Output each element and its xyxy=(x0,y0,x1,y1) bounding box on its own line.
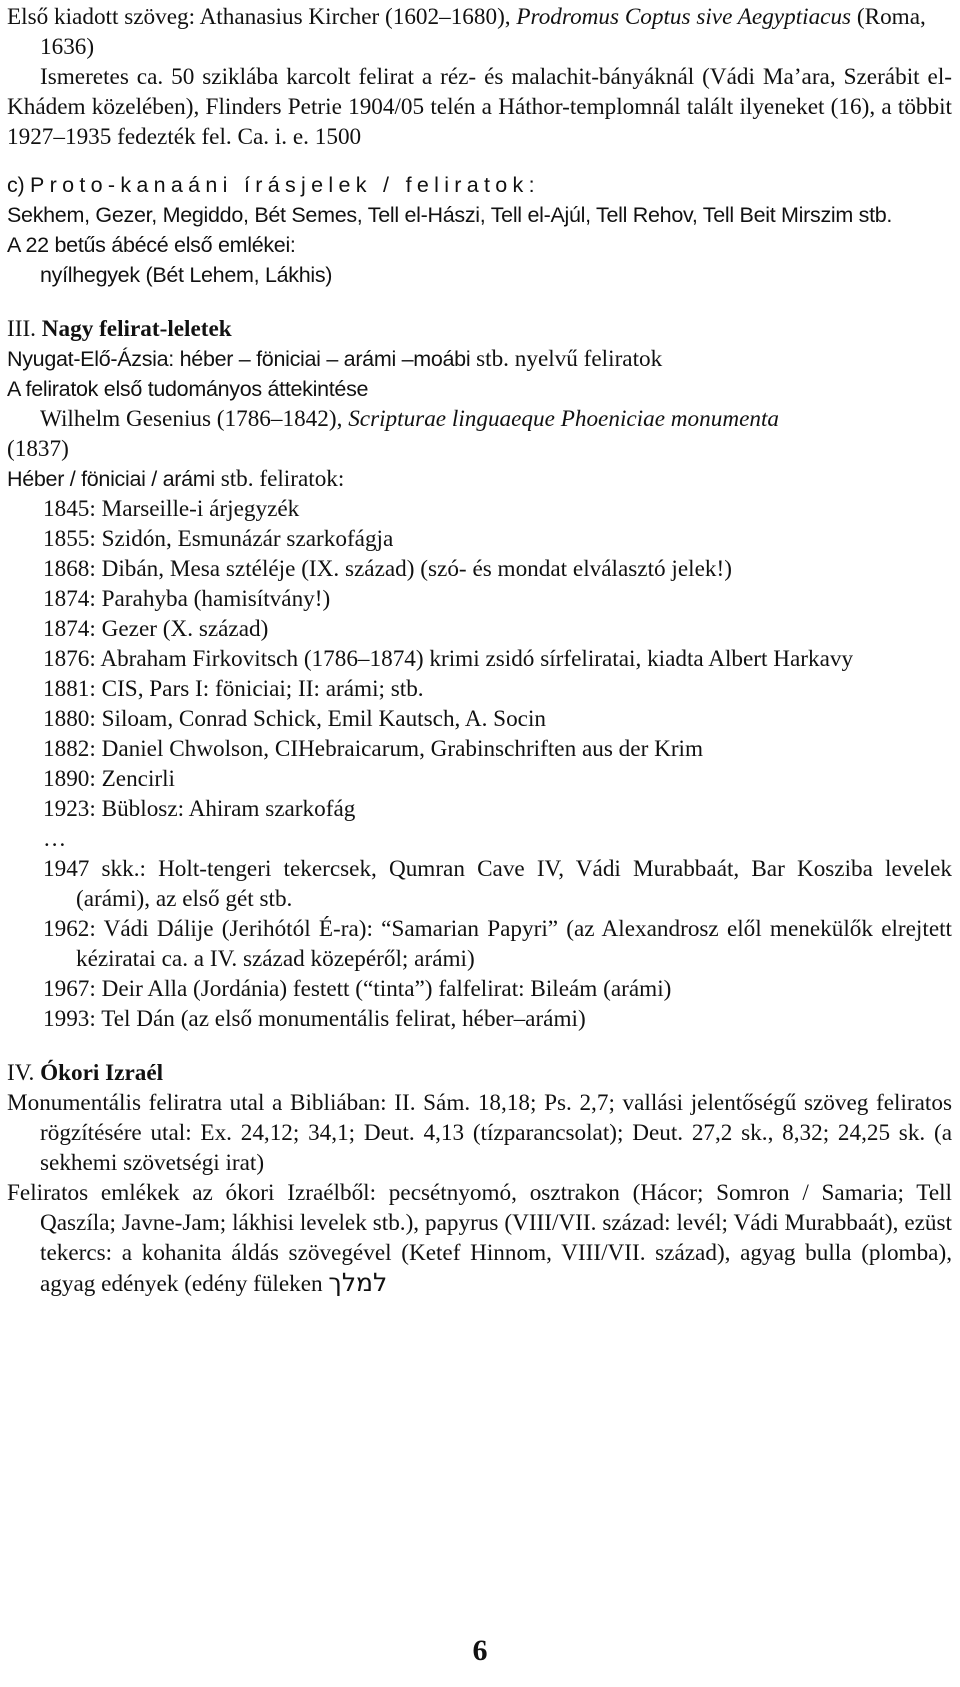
gesenius-year: (1837) xyxy=(7,436,69,462)
section-3-heading xyxy=(7,314,952,344)
list-item: 1845: Marseille-i árjegyzék xyxy=(43,496,300,522)
section-4-title: Ókori Izraél xyxy=(40,1060,164,1086)
section-4-number: IV. xyxy=(7,1060,41,1086)
section-3-number: III. xyxy=(7,316,42,342)
list-item: 1874: Gezer (X. század) xyxy=(43,616,269,642)
list-item: 1876: Abraham Firkovitsch (1786–1874) krimi zsidó sírfeliratai, kiadta Albert Harkavy xyxy=(43,646,854,672)
list-item: 1923: Büblosz: Ahiram szarkofág xyxy=(43,796,356,822)
document-page xyxy=(7,2,952,1299)
list-item: 1881: CIS, Pars I: föniciai; II: arámi; stb. xyxy=(43,676,424,702)
list-item: 1882: Daniel Chwolson, CIHebraicarum, Grabinschriften aus der Krim xyxy=(43,736,704,762)
list-item: … xyxy=(43,826,67,852)
list-item: 1890: Zencirli xyxy=(43,766,176,792)
hebrew-lmlk-word: למלך xyxy=(328,1268,388,1297)
list-item: 1962: Vádi Dálije (Jerihótól É-ra): “Samarian Papyri” (az Alexandrosz elől menekülők elrejtett kéziratai ca. a IV. század közepéről; arámi) xyxy=(43,916,952,972)
list-item: 1993: Tel Dán (az első monumentális felirat, héber–arámi) xyxy=(43,1006,586,1032)
proto-canaanite-places: Sekhem, Gezer, Megiddo, Bét Semes, Tell el-Hászi, Tell el-Ajúl, Tell Rehov, Tell Beit Mirszim stb. xyxy=(7,203,893,227)
first-edition-place: (Roma, 1636) xyxy=(40,4,926,60)
list-item: 1855: Szidón, Esmunázár szarkofágja xyxy=(43,526,394,552)
inscriptions-paragraph: Ismeretes ca. 50 sziklába karcolt felirat a réz- és malachit-bányáknál (Vádi Ma’ara, Szerábit el-Khádem közelében), Flinders Petrie 1904/05 telén a Háthor-templomnál talált ilyeneket (16), a többit 1927–1935 fedezték fel. Ca. i. e. 1500 xyxy=(7,64,952,150)
list-item: 1967: Deir Alla (Jordánia) festett (“tinta”) falfelirat: Bileám (arámi) xyxy=(43,976,672,1002)
west-asia-line xyxy=(7,344,952,374)
list-item: 1880: Siloam, Conrad Schick, Emil Kautsch, A. Socin xyxy=(43,706,547,732)
languages-list: Nyugat-Elő-Ázsia: héber – föniciai – arámi –moábi xyxy=(7,347,471,371)
section-label: c) xyxy=(7,173,30,197)
first-edition-paragraph xyxy=(7,2,952,62)
languages-suffix: stb. nyelvű feliratok xyxy=(470,346,663,372)
alphabet-line: A 22 betűs ábécé első emlékei: xyxy=(7,233,296,257)
hebrew-inscriptions-suffix: stb. feliratok: xyxy=(214,466,345,492)
monumental-paragraph: Monumentális feliratra utal a Bibliában: II. Sám. 18,18; Ps. 2,7; vallási jelentőségű szöveg feliratos rögzítésére utal: Ex. 24,12; 34,1; Deut. 4,13 (tízparancsolat); Deut. 27,2 sk., 8,32; 24,25 sk. (a sekhemi szövetségi irat) xyxy=(7,1090,952,1176)
proto-canaanite-title: Proto-kanaáni írásjelek / feliratok: xyxy=(29,173,540,197)
gesenius-title: Scripturae linguaeque Phoeniciae monumenta xyxy=(348,406,779,432)
list-item: 1947 skk.: Holt-tengeri tekercsek, Qumran Cave IV, Vádi Murabbaát, Bar Kosziba levelek (arámi), az első gét stb. xyxy=(43,856,952,912)
scientific-overview-line: A feliratok első tudományos áttekintése xyxy=(7,377,369,401)
hebrew-inscriptions-line xyxy=(7,464,952,494)
hebrew-inscriptions-label: Héber / föniciai / arámi xyxy=(7,467,215,491)
proto-canaanite-heading xyxy=(7,170,952,200)
artifacts-paragraph xyxy=(7,1178,952,1299)
section-4-heading xyxy=(7,1058,952,1088)
list-item: 1868: Dibán, Mesa sztéléje (IX. század) (szó- és mondat elválasztó jelek!) xyxy=(43,556,732,582)
page-number: 6 xyxy=(472,1634,488,1667)
gesenius-author: Wilhelm Gesenius (1786–1842), xyxy=(40,406,349,432)
first-edition-text: Első kiadott szöveg: Athanasius Kircher (1602–1680), xyxy=(7,4,517,30)
list-item: 1874: Parahyba (hamisítvány!) xyxy=(43,586,331,612)
arrowheads-line: nyílhegyek (Bét Lehem, Lákhis) xyxy=(40,263,333,287)
prodromus-title: Prodromus Coptus sive Aegyptiacus xyxy=(516,4,852,30)
gesenius-line xyxy=(7,404,952,434)
section-3-title: Nagy felirat-leletek xyxy=(41,316,232,342)
artifacts-text: Feliratos emlékek az ókori Izraélből: pecsétnyomó, osztrakon (Hácor; Somron / Samaria; Tell Qaszíla; Javne-Jam; lákhisi levelek stb.), papyrus (VIII/VII. század: levél; Vádi Murabbaát), ezüst tekercs: a kohanita áldás szövegével (Ketef Hinnom, VIII/VII. század), agyag bulla (plomba), agyag edények (edény füleken xyxy=(7,1180,952,1297)
